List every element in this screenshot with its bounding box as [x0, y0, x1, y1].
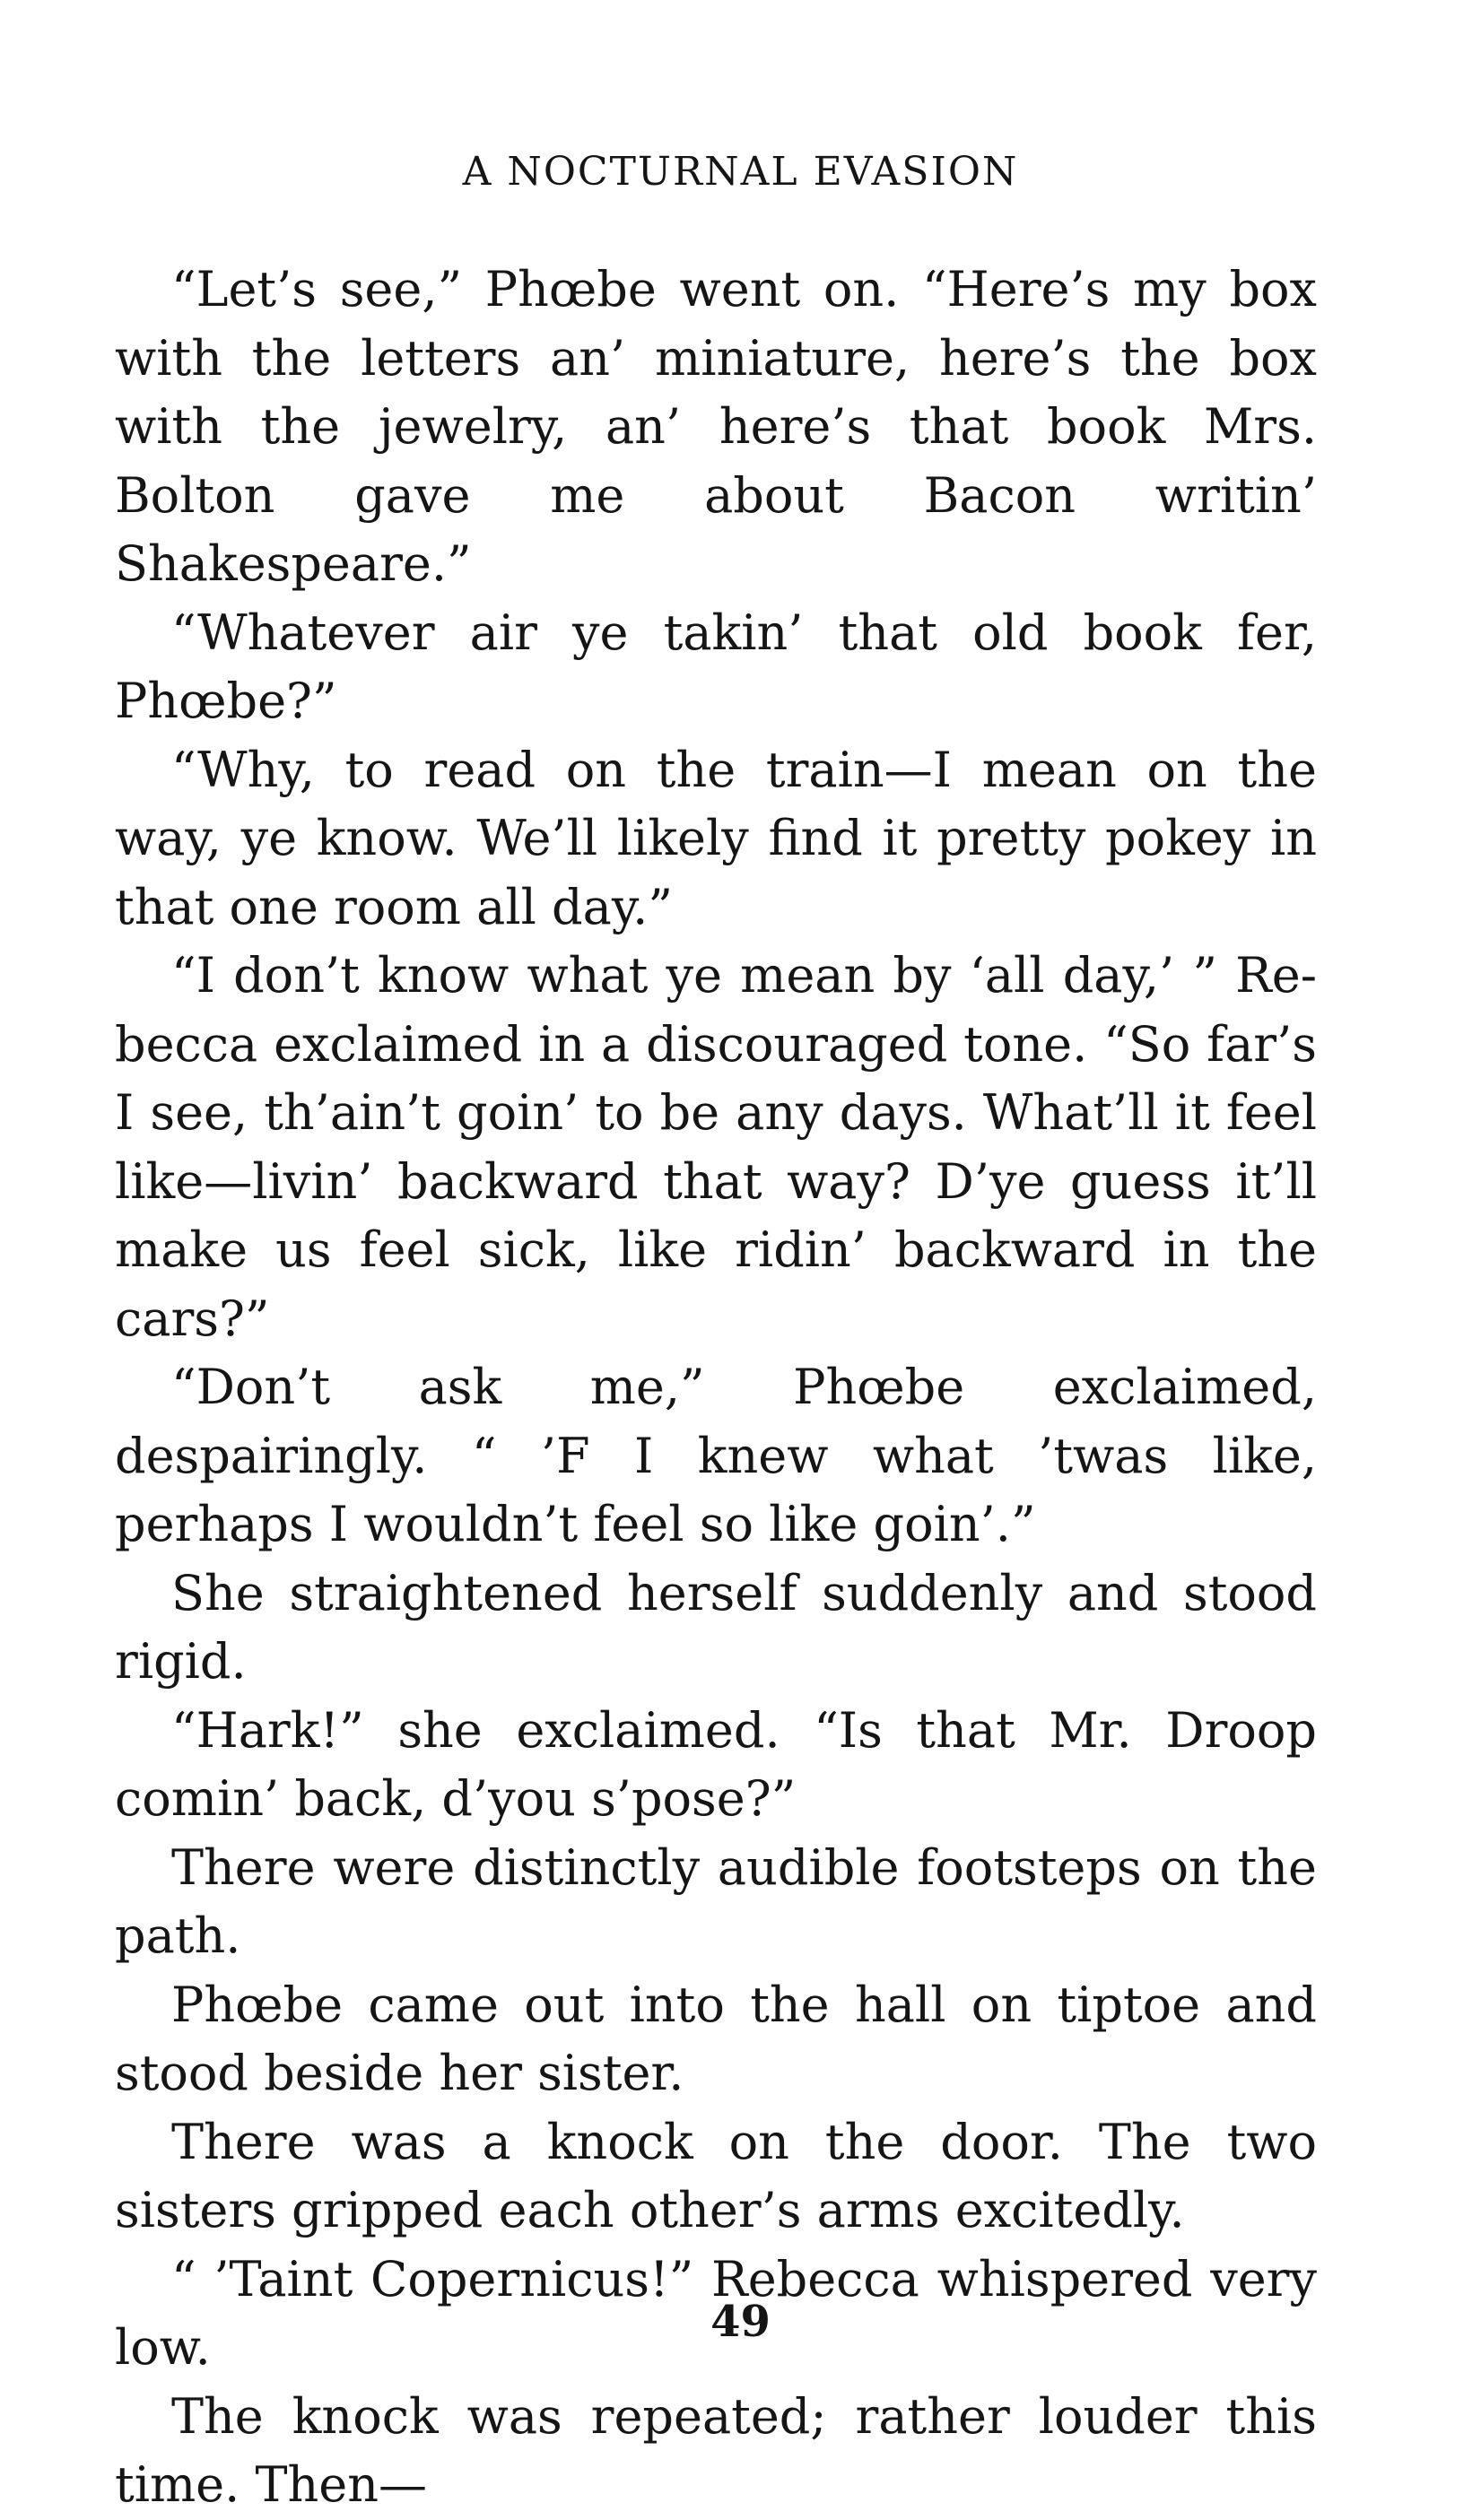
- paragraph: The knock was repeated; rather louder this time. Then—: [115, 2387, 1317, 2513]
- paragraph: There were distinctly audible footsteps on the path.: [115, 1838, 1317, 1964]
- paragraph: “ ’Taint Copernicus!” Rebecca whispered very low.: [115, 2250, 1317, 2376]
- paragraph: “Hark!” she exclaimed. “Is that Mr. Droop comin’ back, d’you s’pose?”: [115, 1701, 1317, 1827]
- page-number: 49: [710, 2297, 771, 2347]
- body-text: [115, 256, 1317, 2520]
- running-head: A NOCTURNAL EVASION: [462, 149, 1019, 195]
- paragraph: “Let’s see,” Phœbe went on. “Here’s my box with the letters an’ miniature, here’s the box with the jewelry, an’ here’s that book Mrs. Bolton gave me about Bacon writin’ Shakespeare.”: [115, 261, 1317, 592]
- paragraph: She straightened herself suddenly and stood rigid.: [115, 1564, 1317, 1690]
- paragraph: “Why, to read on the train—I mean on the way, ye know. We’ll likely find it pretty pokey in that one room all day.”: [115, 741, 1317, 935]
- paragraph: “Whatever air ye takin’ that old book fer, Phœbe?”: [115, 604, 1317, 729]
- paragraph: “I don’t know what ye mean by ‘all day,’ ” Rebecca exclaimed in a discouraged tone. “So far’s I see, th’ain’t goin’ to be any days. What’ll it feel like—livin’ backward that way? D’ye guess it’ll make us feel sick, like ridin’ backward in the cars?”: [115, 947, 1317, 1347]
- paragraph: “Don’t ask me,” Phœbe exclaimed, despairingly. “ ’F I knew what ’twas like, perhaps I wouldn’t feel so like goin’.”: [115, 1359, 1317, 1552]
- paragraph: There was a knock on the door. The two sisters gripped each other’s arms excitedly.: [115, 2113, 1317, 2238]
- paragraph: Phœbe came out into the hall on tiptoe and stood beside her sister.: [115, 1976, 1317, 2101]
